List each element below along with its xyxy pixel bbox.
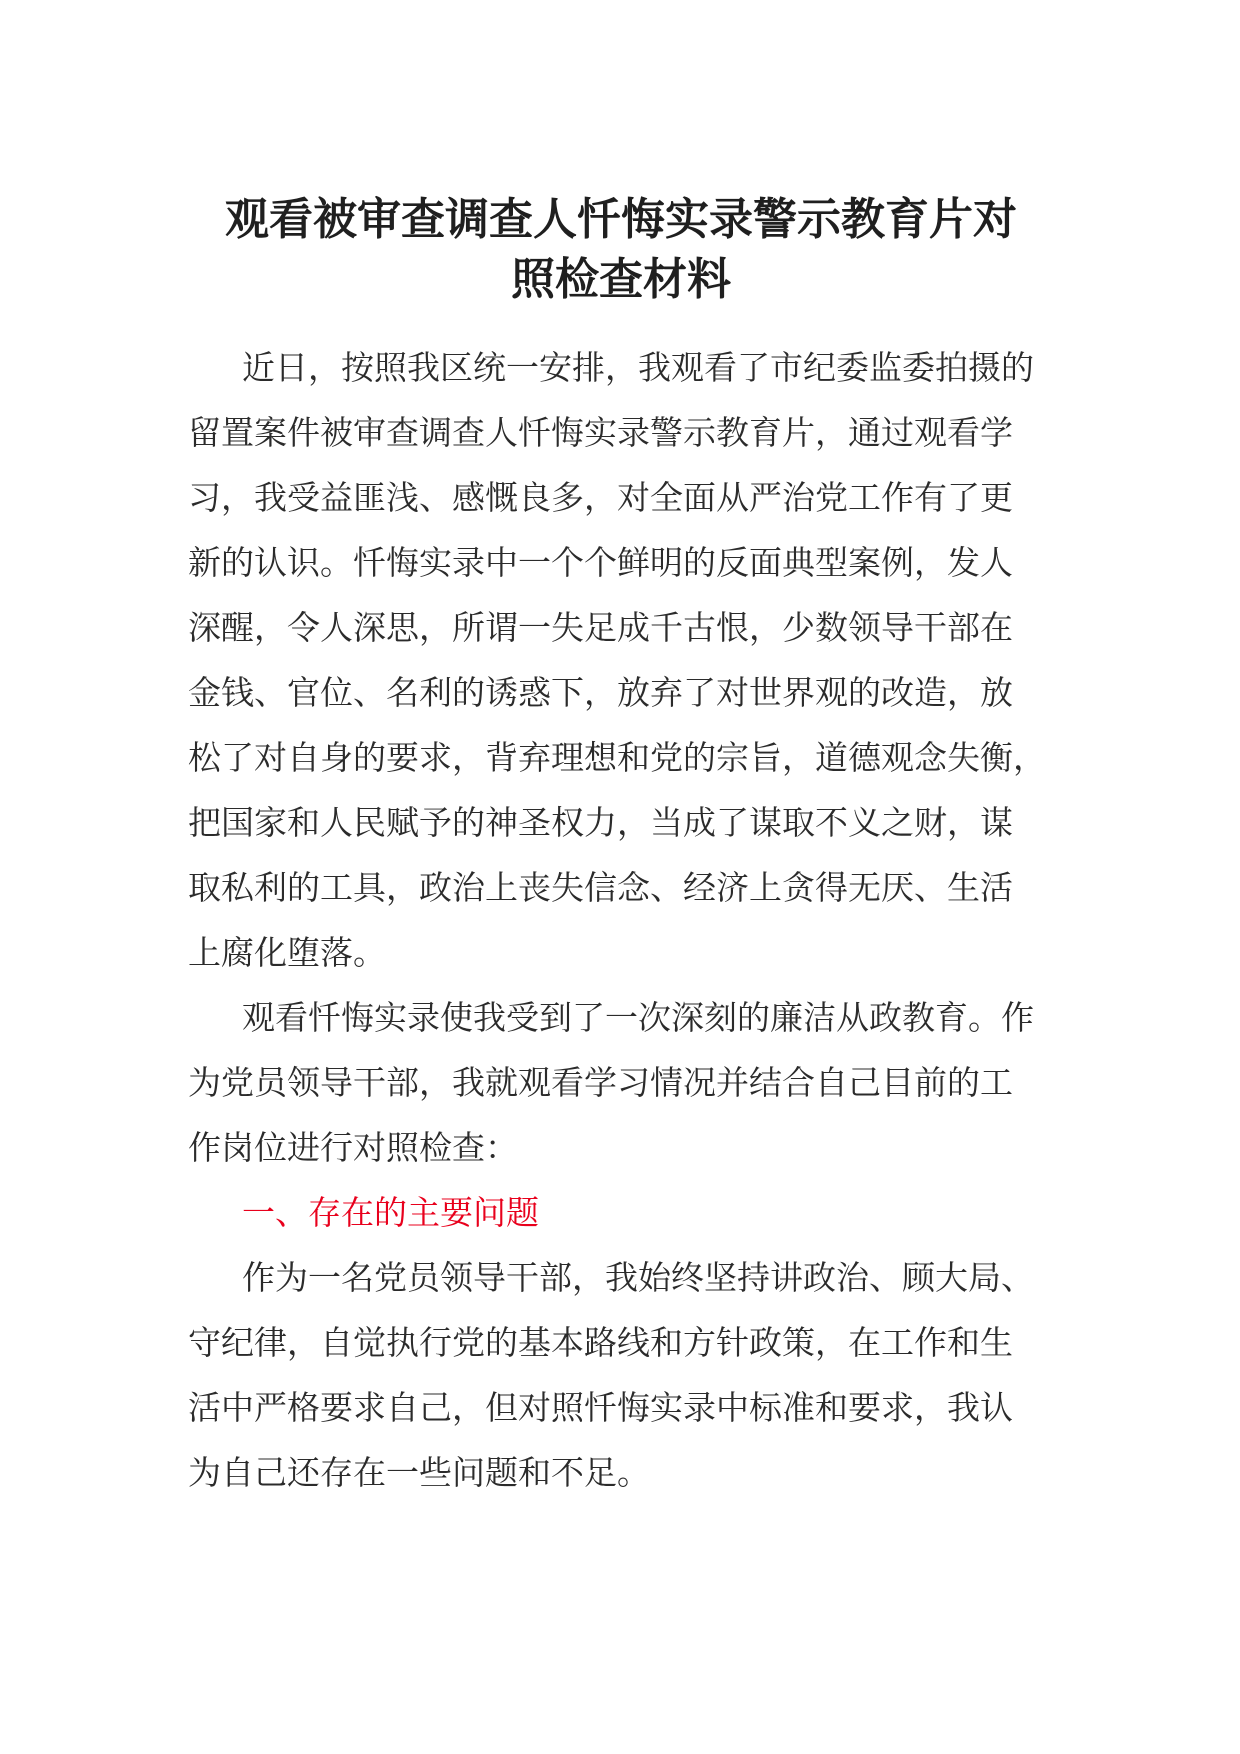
paragraph-line: 为党员领导干部，我就观看学习情况并结合自己目前的工 (188, 1063, 1013, 1102)
paragraph-line: 金钱、官位、名利的诱惑下，放弃了对世界观的改造，放 (188, 673, 1013, 712)
paragraph-line: 松了对自身的要求，背弃理想和党的宗旨，道德观念失衡， (188, 738, 1046, 777)
document-body (188, 335, 1054, 1505)
paragraph-1 (188, 335, 1054, 985)
title-line-1: 观看被审查调查人忏悔实录警示教育片对 (225, 194, 1017, 245)
paragraph-line: 为自己还存在一些问题和不足。 (188, 1453, 650, 1492)
paragraph-line: 近日，按照我区统一安排，我观看了市纪委监委拍摄的 (242, 348, 1034, 387)
paragraph-line: 习，我受益匪浅、感慨良多，对全面从严治党工作有了更 (188, 478, 1013, 517)
document-title (188, 190, 1054, 310)
section-heading: 一、存在的主要问题 (242, 1193, 539, 1232)
paragraph-line: 作岗位进行对照检查： (188, 1128, 518, 1167)
paragraph-line: 深醒，令人深思，所谓一失足成千古恨，少数领导干部在 (188, 608, 1013, 647)
paragraph-line: 取私利的工具，政治上丧失信念、经济上贪得无厌、生活 (188, 868, 1013, 907)
paragraph-line: 把国家和人民赋予的神圣权力，当成了谋取不义之财，谋 (188, 803, 1013, 842)
paragraph-line: 作为一名党员领导干部，我始终坚持讲政治、顾大局、 (242, 1258, 1034, 1297)
paragraph-2 (188, 985, 1054, 1180)
paragraph-line: 留置案件被审查调查人忏悔实录警示教育片，通过观看学 (188, 413, 1013, 452)
paragraph-line: 上腐化堕落。 (188, 933, 386, 972)
paragraph-line: 守纪律，自觉执行党的基本路线和方针政策，在工作和生 (188, 1323, 1013, 1362)
paragraph-line: 活中严格要求自己，但对照忏悔实录中标准和要求，我认 (188, 1388, 1013, 1427)
paragraph-line: 新的认识。忏悔实录中一个个鲜明的反面典型案例，发人 (188, 543, 1013, 582)
paragraph-line: 观看忏悔实录使我受到了一次深刻的廉洁从政教育。作 (242, 998, 1034, 1037)
document-page (188, 190, 1054, 1505)
paragraph-3 (188, 1245, 1054, 1505)
title-line-2: 照检查材料 (511, 254, 731, 305)
